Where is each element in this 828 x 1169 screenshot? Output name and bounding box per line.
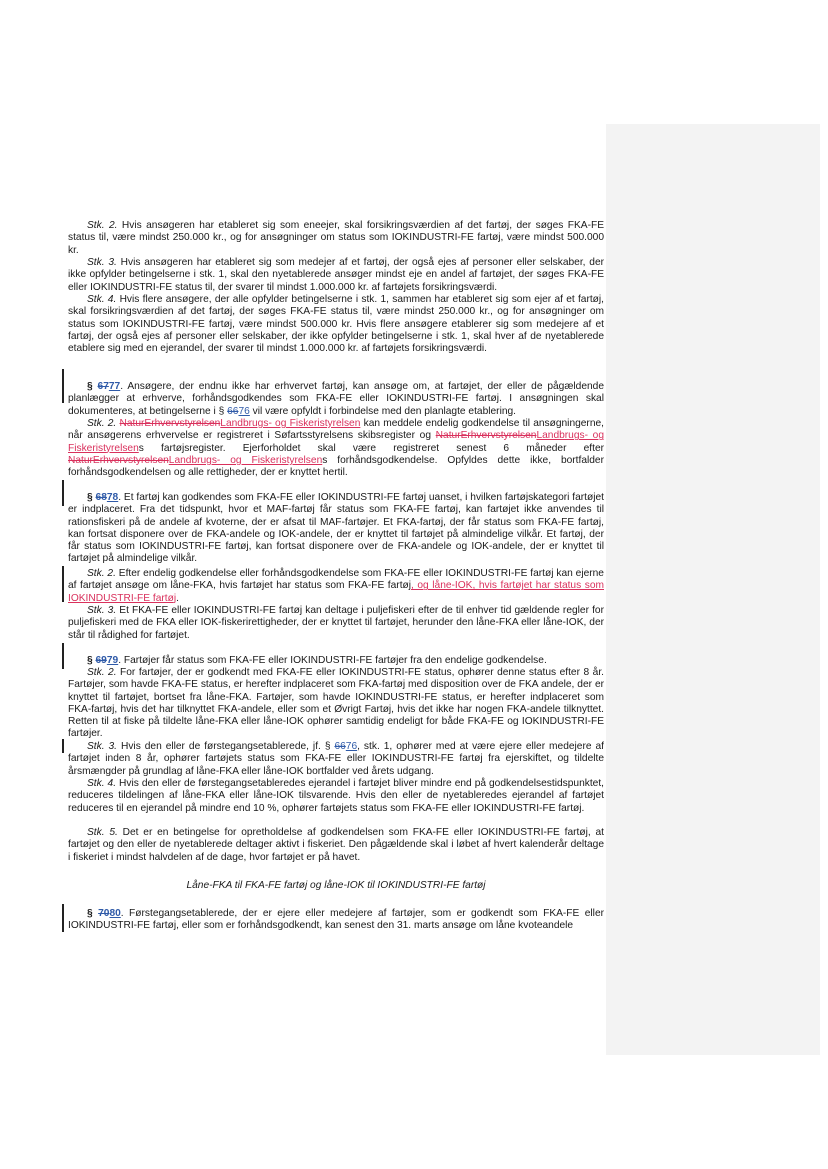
deleted-text: NaturErhvervstyrelsen [119,418,221,429]
paragraph-text: For fartøjer, der er godkendt med FKA-FE eller IOKINDUSTRI-FE status, ophører denne status efter 8 år. Fartøjer, som havde FKA-FE status, er herefter indplaceret som FKA-fartøj med disposition over de FKA andele, der er knyttet til fartøjet, bortset fra låne-FKA. Fartøjer, som havde IOKINDUSTRI-FE status, er herefter indplaceret som FKA-fartøj, hvis det har tilknyttet FKA-andele, eller som et Øvrigt Fartøj, hvis det ikke har nogen FKA-andele tilknyttet. Retten til at fiske på tildelte låne-FKA eller låne-IOK ophører samtidig endeligt for både FKA-FE og IOKINDUSTRI-FE fartøjer. [68,667,604,740]
section-sign: § [87,655,96,666]
deleted-text: NaturErhvervstyrelsen [435,430,537,442]
paragraph-text: . Fartøjer får status som FKA-FE eller IOKINDUSTRI-FE fartøjer fra den endelige godkendelse. [118,655,547,666]
inserted-number: 79 [106,655,119,666]
deleted-ref: 66 [227,405,239,417]
deleted-number: 70 [98,908,110,919]
inserted-number: 77 [108,381,121,392]
change-bar [62,739,64,753]
stk-label: Stk. 4. [87,778,117,789]
stk-label: Stk. 2. [87,220,118,231]
section-sign: § [87,492,96,503]
paragraph-text: Hvis ansøgeren har etableret sig som medejer af et fartøj, der også ejes af personer eller selskaber, der ikke opfylder betingelserne i stk. 1, skal den nyetablerede ansøger mindst eje en andel af fartøjet, der søges FKA-FE eller IOKINDUSTRI-FE status til, der svarer til mindst 1.000.000 kr. af fartøjets forsikringsværdi. [68,257,604,293]
section-79-stk5 [68,827,604,864]
paragraph-text: Hvis den eller de førstegangsetablerede, jf. § [117,741,335,752]
section-79-stk2 [68,667,604,741]
section-sign: § [87,908,99,919]
change-bar [62,480,64,506]
inserted-ref: 76 [238,405,250,417]
stk-label: Stk. 2. [87,667,117,678]
section-heading [68,880,604,892]
inserted-ref: 76 [345,741,358,752]
section-80 [68,908,604,933]
deleted-text: NaturErhvervstyrelsen [68,454,169,466]
paragraph-text: Et FKA-FE eller IOKINDUSTRI-FE fartøj kan deltage i puljefiskeri efter de til enhver tid gældende regler for puljefiskeri med de FKA eller IOK-fiskerirettigheder, der er knyttet til fartøjet, herunder den låne-FKA eller låne-IOK, der står til rådighed for fartøjet. [68,605,604,641]
stk-label: Stk. 3. [87,741,118,752]
paragraph-text: Hvis flere ansøgere, der alle opfylder betingelserne i stk. 1, sammen har etableret sig som ejer af et fartøj, skal forsikringsværdien af det fartøj, der søges FKA-FE status til, være mindst 250.000 kr., og for ansøgninger om status som IOKINDUSTRI-FE fartøj, være mindst 500.000 kr. Hvis flere ansøgere etablerer sig som medejere af et fartøj, der også ejes af personer eller selskaber, der ikke opfylder betingelserne i stk. 1, skal hver af de nyetablerede etablere sig med en ejerandel, der svarer til mindst 1.000.000 kr. af fartøjets forsikringsværdi. [68,294,604,355]
paragraph-text: Hvis ansøgeren har etableret sig som eneejer, skal forsikringsværdien af det fartøj, der søges FKA-FE status til, være mindst 250.000 kr., og for ansøgninger om status som IOKINDUSTRI-FE fartøj, være mindst 500.000 kr. [68,220,604,256]
paragraph-text: . Ansøgere, der endnu ikke har erhvervet fartøj, kan ansøge om, at fartøjet, der eller de pågældende planlægger at erhverve, forhåndsgodkendes som FKA-FE eller IOKINDUSTRI-FE fartøj. I ansøgningen skal dokumenteres, at betingelserne i § [68,381,604,417]
inserted-number: 78 [106,492,119,503]
section-78 [68,492,604,566]
inserted-number: 80 [109,908,121,919]
paragraph-text: , stk. 1, ophører med at være ejere eller medejere af fartøjet inden 8 år, ophører fartøjets status som FKA-FE eller IOKINDUSTRI-FE fartøj fra ejerskiftet, og tildelte årsmængder på grundlag af låne-FKA eller låne-IOK bortfalder ved årets udgang. [68,741,604,777]
comment-margin-panel [606,124,820,1055]
change-bar [62,566,64,602]
section-77 [68,381,604,418]
deleted-number: 67 [97,381,109,392]
paragraph-text: vil være opfyldt i forbindelse med den planlagte etablering. [249,405,516,417]
paragraph-text: . [176,592,179,604]
paragraph-text: kan meddele endelig godkendelse til ansøgningerne, når ansøgerens erhvervelse er registreret i Søfartsstyrelsens skibsregister og [68,418,604,442]
inserted-text: , og låne-IOK, hvis fartøjet har status som IOKINDUSTRI-FE fartøj [68,580,604,604]
change-bar [62,904,64,932]
section-sign: § [87,381,98,392]
stk-label: Stk. 3. [87,257,117,268]
stk-label: Stk. 2. [87,568,116,579]
section-78-stk2 [68,568,604,605]
paragraph-text: s forhåndsgodkendelse. Opfyldes dette ikke, bortfalder forhåndsgodkendelsen og alle rettigheder, der er knyttet hertil. [68,454,604,479]
paragraph-text: Hvis den eller de førstegangsetableredes ejerandel i fartøjet bliver mindre end på godkendelsestidspunktet, reduceres tildelingen af låne-FKA eller låne-IOK tilsvarende. Hvis den eller de nyetableredes ejerandel af fartøjet reduceres til en ejerandel på mindre end 10 %, ophører fartøjets status som FKA-FE eller IOKINDUSTRI-FE fartøj. [68,778,604,814]
stk-label: Stk. 4. [87,294,117,305]
change-bar [62,643,64,669]
stk-label: Stk. 3. [87,605,117,616]
deleted-ref: 66 [334,741,346,752]
section-79 [68,655,604,667]
paragraph-text: Efter endelig godkendelse eller forhåndsgodkendelse som FKA-FE eller IOKINDUSTRI-FE fartøj kan ejerne af fartøjet ansøge om låne-FKA, hvis fartøjet har status som FKA-FE fartøj [68,568,604,592]
paragraph-stk4 [68,294,604,355]
section-78-stk3 [68,605,604,642]
deleted-number: 68 [95,492,107,503]
paragraph-stk2 [68,220,604,257]
change-bar [62,369,64,403]
deleted-number: 69 [95,655,107,666]
paragraph-stk3 [68,257,604,294]
paragraph-text: . Et fartøj kan godkendes som FKA-FE eller IOKINDUSTRI-FE fartøj uanset, i hvilken fartøjskategori fartøjet er indplaceret. Fra det tidspunkt, hvor et MAF-fartøj får status som FKA-FE fartøj, kan fartøjet ikke anvendes til rationsfiskeri på de andele af kvoterne, der er afsat til MAF-fartøjer. Et FKA-fartøj, der får status som FKA-FE fartøj, kan fortsat disponere over de FKA-andele og IOK-andele, der er knyttet til fartøjet på almindelige vilkår. Et fartøj, der får status som IOKINDUSTRI-FE fartøj, kan fortsat disponere over de FKA-andele og IOK-andele, der er knyttet til fartøjet på almindelige vilkår. [68,492,604,565]
stk-label: Stk. 2. [87,418,117,429]
inserted-text: Landbrugs- og Fiskeristyrelsen [168,454,323,466]
paragraph-text: Det er en betingelse for opretholdelse af godkendelsen som FKA-FE eller IOKINDUSTRI-FE fartøj, at fartøjet og den eller de nyetablerede deltager aktivt i fiskeriet. Den pågældende skal i løbet af hvert kalenderår deltage i fiskeriet i mindst halvdelen af de dage, hvor fartøjet er på havet. [68,827,604,863]
section-heading-text: Låne-FKA til FKA-FE fartøj og låne-IOK til IOKINDUSTRI-FE fartøj [186,880,486,891]
section-79-stk3 [68,741,604,778]
section-79-stk4 [68,778,604,815]
inserted-text: Landbrugs- og Fiskeristyrelsen [68,430,605,454]
paragraph-text: . Førstegangsetablerede, der er ejere eller medejere af fartøjer, som er godkendt som FKA-FE eller IOKINDUSTRI-FE fartøj, eller som er forhåndsgodkendt, kan senest den 31. marts ansøge om låne kvoteandele [68,908,605,932]
inserted-text: Landbrugs- og Fiskeristyrelsen [220,418,361,429]
section-77-stk2 [68,418,604,479]
stk-label: Stk. 5. [87,827,118,838]
paragraph-text: s fartøjsregister. Ejerforholdet skal være registreret senest 6 måneder efter [138,442,604,454]
